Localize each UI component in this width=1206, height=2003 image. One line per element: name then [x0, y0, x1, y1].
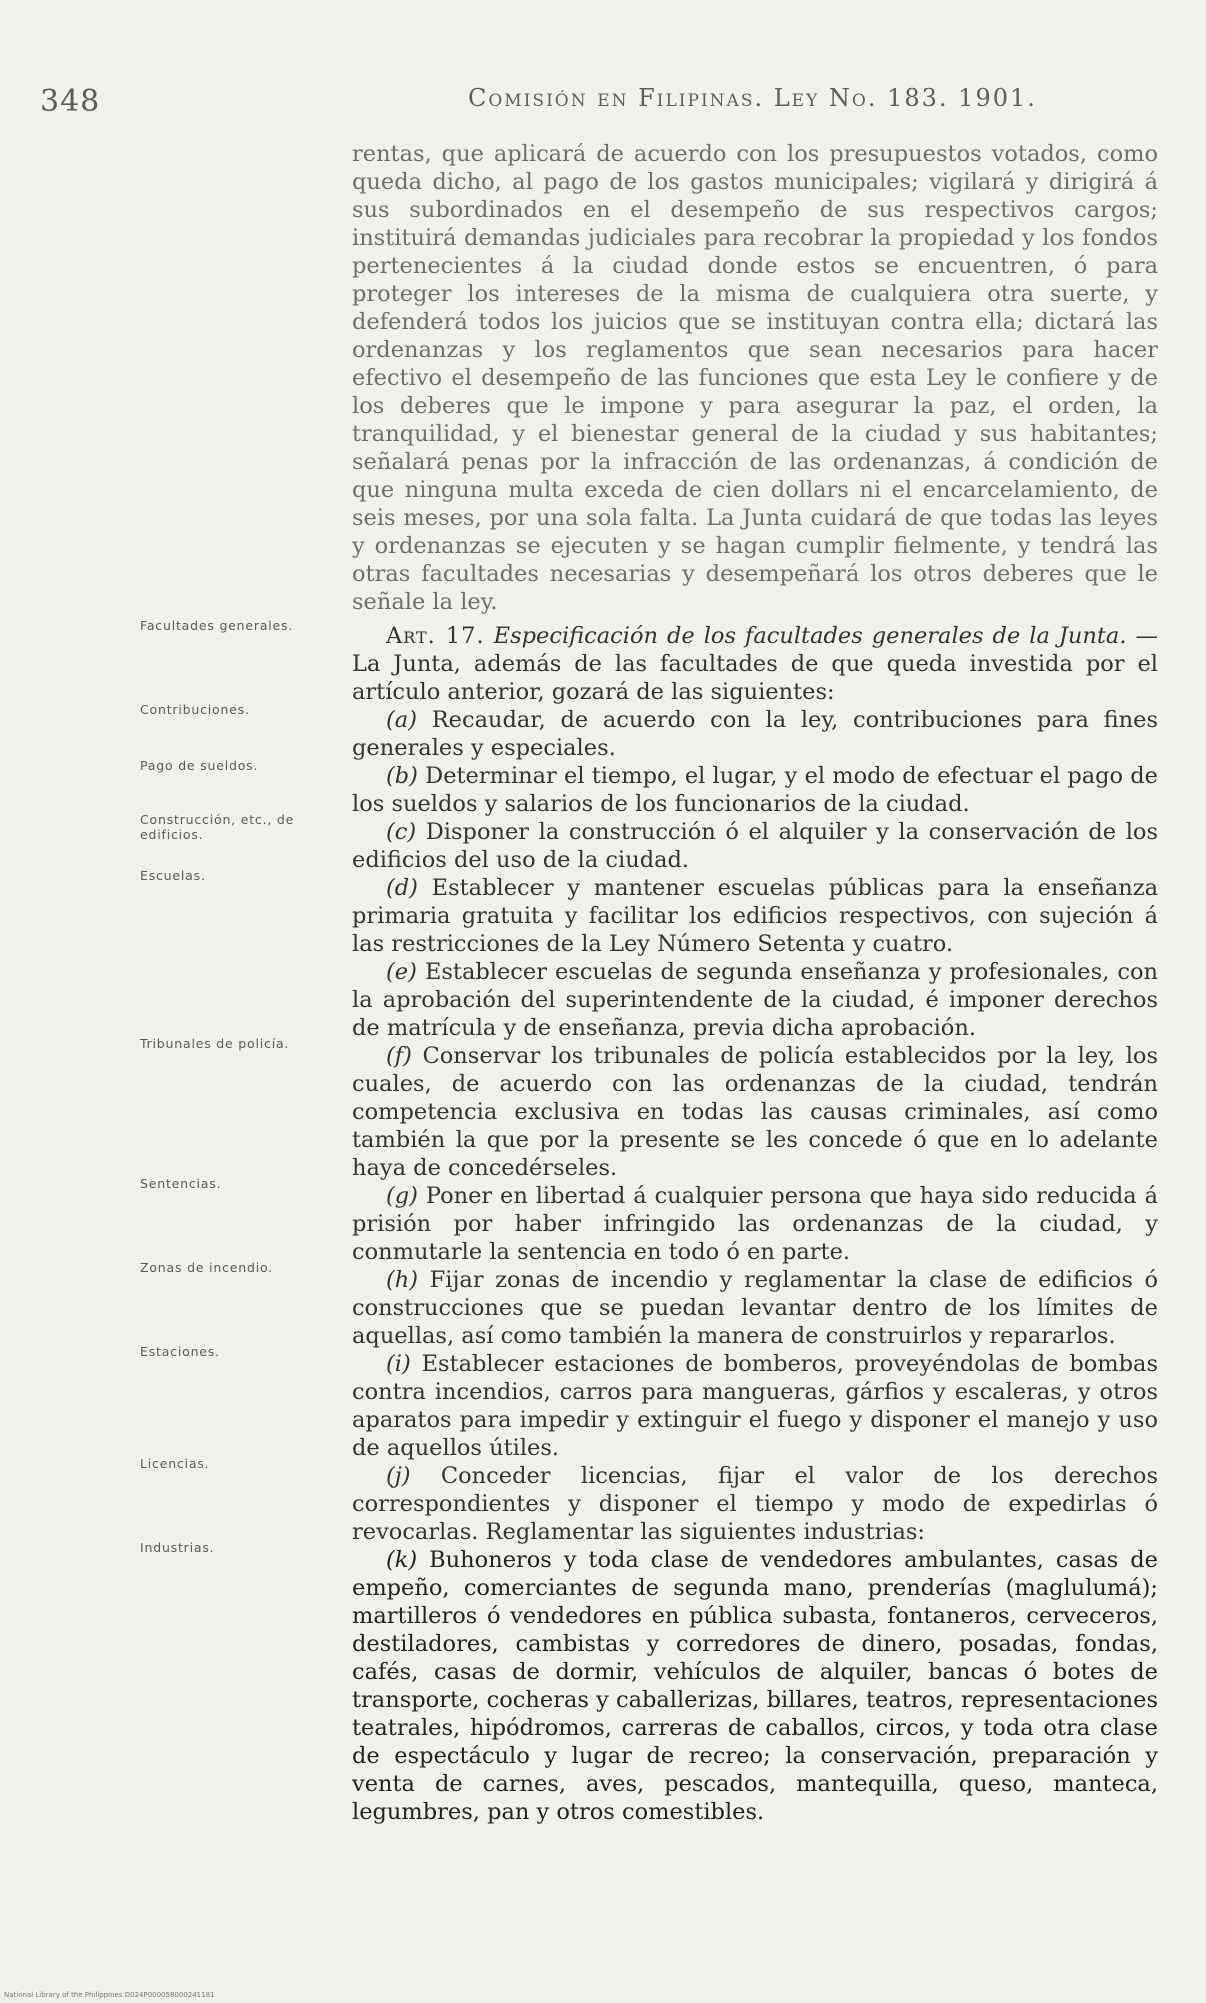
item-f: [352, 1042, 1158, 1182]
item-text: Disponer la construcción ó el alquiler y la conservación de los edificios del uso de la ciudad.: [352, 819, 1159, 873]
item-letter: (b): [386, 763, 418, 789]
margin-note-facultades: Facultades generales.: [140, 618, 294, 633]
item-text: Determinar el tiempo, el lugar, y el modo de efectuar el pago de los sueldos y salarios de los funcionarios de la ciudad.: [352, 763, 1158, 817]
item-e: [352, 958, 1158, 1042]
item-text: Poner en libertad á cualquier persona que haya sido reducida á prisión por haber infringido las ordenanzas de la ciudad, y conmutarle la sentencia en todo ó en parte.: [352, 1183, 1158, 1265]
margin-note-zonas-incendio: Zonas de incendio.: [140, 1260, 273, 1275]
margin-note-pago-sueldos: Pago de sueldos.: [140, 758, 259, 773]
margin-note-sentencias: Sentencias.: [140, 1176, 222, 1191]
item-a: [352, 706, 1158, 762]
item-text: Establecer y mantener escuelas públicas para la enseñanza primaria gratuita y facilitar los edificios respectivos, con sujeción á las restricciones de la Ley Número Setenta y cuatro.: [352, 875, 1159, 957]
page-number: 348: [40, 84, 101, 119]
article-text: —La Junta, además de las facultades de que queda investida por el artículo anterior, gozará de las siguientes:: [352, 623, 1159, 705]
item-letter: (h): [386, 1267, 419, 1293]
item-b: [352, 762, 1158, 818]
item-text: Fijar zonas de incendio y reglamentar la clase de edificios ó construcciones que se puedan levantar dentro de los límites de aquellas, así como también la manera de construirlos y repararlos.: [352, 1267, 1158, 1349]
item-letter: (g): [386, 1183, 418, 1209]
item-letter: (k): [386, 1547, 418, 1573]
margin-note-licencias: Licencias.: [140, 1456, 210, 1471]
item-text: Conservar los tribunales de policía establecidos por la ley, los cuales, de acuerdo con las ordenanzas de la ciudad, tendrán competencia exclusiva en todas las causas criminales, así como también la que por la presente se les concede ó que en lo adelante haya de concedérseles.: [352, 1043, 1158, 1181]
item-d: [352, 874, 1158, 958]
running-head: Comisión en Filipinas. Ley No. 183. 1901.: [468, 84, 1037, 112]
article-label: Art. 17.: [386, 623, 485, 649]
item-h: [352, 1266, 1158, 1350]
body-text: [352, 140, 1158, 1826]
item-letter: (i): [386, 1351, 411, 1377]
item-text: Establecer escuelas de segunda enseñanza y profesionales, con la aprobación del superintendente de la ciudad, é imponer derechos de matrícula y de enseñanza, previa dicha aprobación.: [352, 959, 1158, 1041]
margin-note-escuelas: Escuelas.: [140, 868, 206, 883]
margin-note-estaciones: Estaciones.: [140, 1344, 220, 1359]
item-text: Establecer estaciones de bomberos, proveyéndolas de bombas contra incendios, carros para mangueras, gárfios y escaleras, y otros aparatos para impedir y extinguir el fuego y disponer el manejo y uso de aquellos útiles.: [352, 1351, 1158, 1461]
margin-note-tribunales: Tribunales de policía.: [140, 1036, 290, 1051]
item-letter: (e): [386, 959, 417, 985]
item-g: [352, 1182, 1158, 1266]
item-text: Conceder licencias, fijar el valor de los derechos correspondientes y disponer el tiempo y modo de expedirlas ó revocarlas. Reglamentar las siguientes industrias:: [352, 1463, 1158, 1545]
margin-note-industrias: Industrias.: [140, 1540, 215, 1555]
margin-note-construccion: Construcción, etc., de edificios.: [140, 812, 295, 842]
item-c: [352, 818, 1158, 874]
item-j: [352, 1462, 1158, 1546]
item-text: Recaudar, de acuerdo con la ley, contribuciones para fines generales y especiales.: [352, 707, 1158, 761]
item-k: [352, 1546, 1158, 1826]
item-letter: (c): [386, 819, 417, 845]
article-17: [352, 622, 1158, 706]
item-text: Buhoneros y toda clase de vendedores ambulantes, casas de empeño, comerciantes de segunda mano, prenderías (maglulumá); martilleros ó vendedores en pública subasta, fontaneros, cerveceros, destiladores, cambistas y corredores de dinero, posadas, fondas, cafés, casas de dormir, vehículos de alquiler, bancas ó botes de transporte, cocheras y caballerizas, billares, teatros, representaciones teatrales, hipódromos, carreras de caballos, circos, y toda otra clase de espectáculo y lugar de recreo; la conservación, preparación y venta de carnes, aves, pescados, mantequilla, queso, manteca, legumbres, pan y otros comestibles.: [352, 1547, 1158, 1825]
item-letter: (a): [386, 707, 417, 733]
item-letter: (d): [386, 875, 418, 901]
library-credit: National Library of the Philippines D024P000058000241181: [4, 1991, 215, 1999]
item-letter: (j): [386, 1463, 411, 1489]
article-title: Especificación de los facultades generales de la Junta.: [493, 623, 1127, 649]
intro-paragraph: rentas, que aplicará de acuerdo con los presupuestos votados, como queda dicho, al pago de los gastos municipales; vigilará y dirigirá á sus subordinados en el desempeño de sus respectivos cargos; instituirá demandas judiciales para recobrar la propiedad y los fondos pertenecientes á la ciudad donde estos se encuentren, ó para proteger los intereses de la misma de cualquiera otra suerte, y defenderá todos los juicios que se instituyan contra ella; dictará las ordenanzas y los reglamentos que sean necesarios para hacer efectivo el desempeño de las funciones que esta Ley le confiere y de los deberes que le impone y para asegurar la paz, el orden, la tranquilidad, y el bienestar general de la ciudad y sus habitantes; señalará penas por la infracción de las ordenanzas, á condición de que ninguna multa exceda de cien dollars ni el encarcelamiento, de seis meses, por una sola falta. La Junta cuidará de que todas las leyes y ordenanzas se ejecuten y se hagan cumplir fielmente, y tendrá las otras facultades necesarias y desempeñará los otros deberes que le señale la ley.: [352, 141, 1158, 615]
margin-note-contribuciones: Contribuciones.: [140, 702, 250, 717]
item-i: [352, 1350, 1158, 1462]
item-letter: (f): [386, 1043, 412, 1069]
